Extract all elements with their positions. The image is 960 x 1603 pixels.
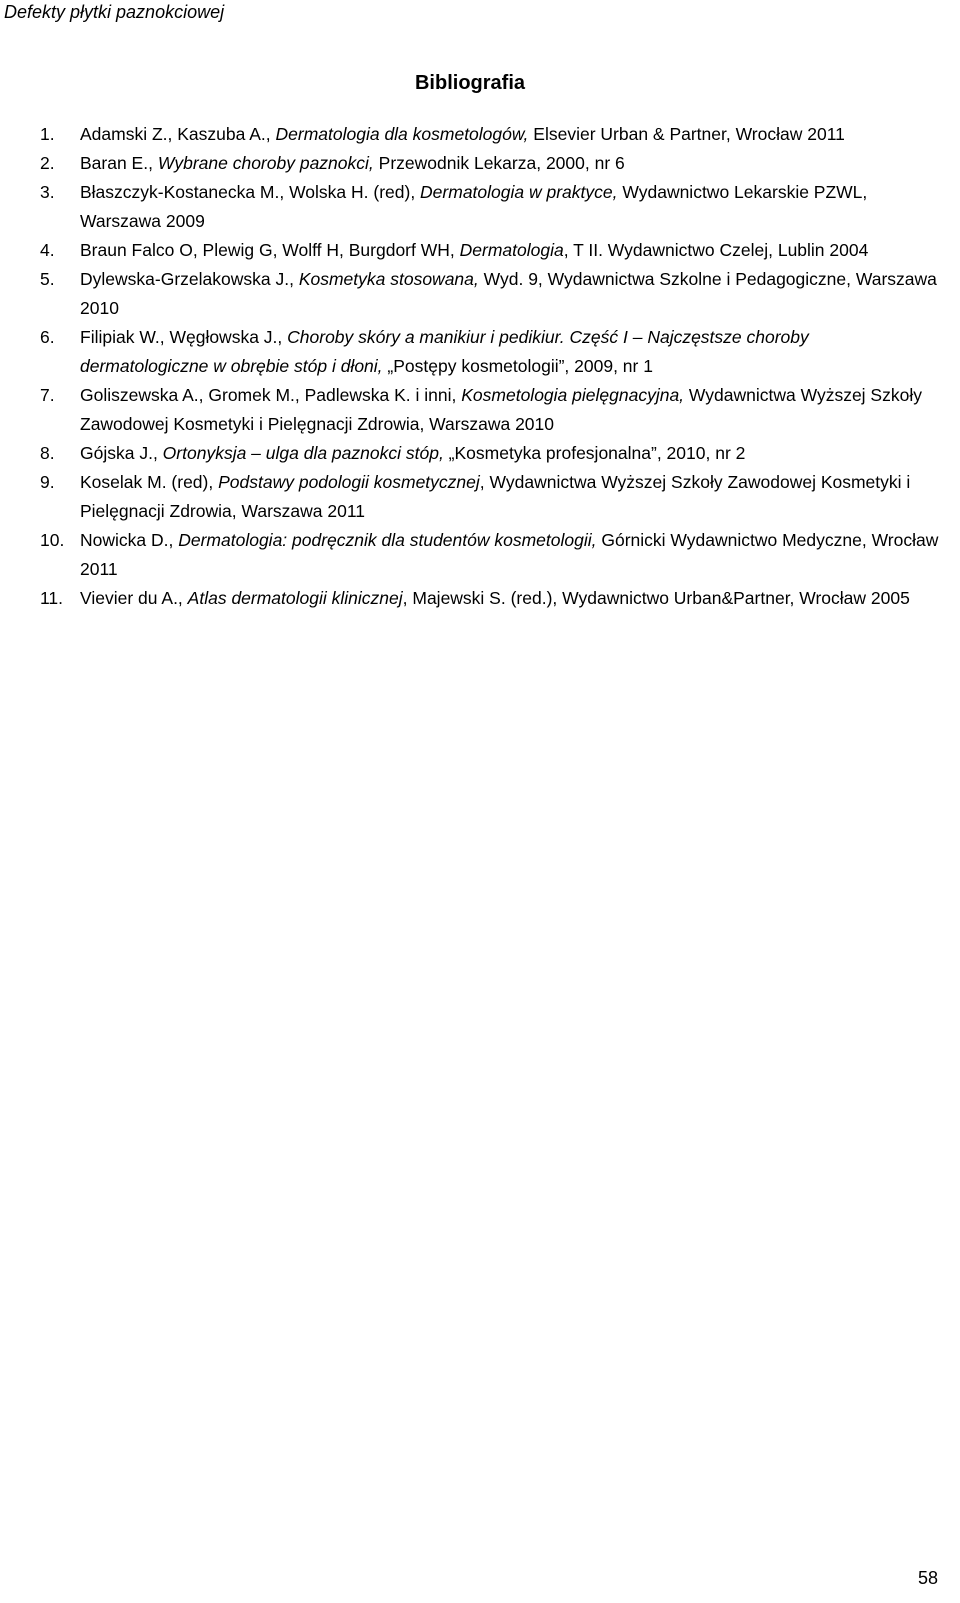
entry-number: 10. — [40, 530, 65, 550]
entry-publisher: „Kosmetyka profesjonalna”, 2010, nr 2 — [443, 443, 746, 463]
entry-authors: Nowicka D., — [80, 530, 179, 550]
entry-publisher: Elsevier Urban & Partner, Wrocław 2011 — [528, 124, 845, 144]
entry-publisher: Górnicki Wydawnictwo Medyczne, Wrocław 2011 — [80, 530, 939, 579]
bibliography-entry-9 — [40, 468, 940, 526]
entry-publisher: Wydawnictwo Lekarskie PZWL, Warszawa 2009 — [80, 182, 868, 231]
page-number: 58 — [917, 1568, 938, 1588]
entry-authors: Błaszczyk-Kostanecka M., Wolska H. (red), — [80, 182, 421, 202]
entry-authors: Baran E., — [80, 153, 158, 173]
bibliography-entry-7 — [40, 381, 940, 439]
bibliography-entry-8 — [40, 439, 940, 468]
entry-number: 5. — [40, 269, 55, 289]
bibliography-entry-2 — [40, 149, 940, 178]
entry-title: Dermatologia dla kosmetologów, — [275, 124, 529, 144]
bibliography-entry-10 — [40, 526, 940, 584]
bibliography-entry-11 — [40, 584, 940, 613]
entry-number: 2. — [40, 153, 55, 173]
page-title: Bibliografia — [414, 72, 525, 94]
entry-number: 6. — [40, 327, 55, 347]
entry-publisher: „Postępy kosmetologii”, 2009, nr 1 — [382, 356, 653, 376]
entry-title: Wybrane choroby paznokci, — [157, 153, 374, 173]
entry-authors: Filipiak W., Węgłowska J., — [80, 327, 288, 347]
entry-publisher: Wydawnictwa Wyższej Szkoły Zawodowej Kosmetyki i Pielęgnacji Zdrowia, Warszawa 2010 — [80, 385, 922, 434]
bibliography-entry-3 — [40, 178, 940, 236]
entry-publisher: , Wydawnictwa Wyższej Szkoły Zawodowej Kosmetyki i Pielęgnacji Zdrowia, Warszawa 2011 — [80, 472, 911, 521]
bibliography-entry-1 — [40, 120, 940, 149]
bibliography-list — [40, 120, 940, 613]
entry-title: Choroby skóry a manikiur i pedikiur. Część I – Najczęstsze choroby dermatologiczne w obrębie stóp i dłoni, — [80, 327, 809, 376]
entry-publisher: Przewodnik Lekarza, 2000, nr 6 — [373, 153, 625, 173]
entry-title: Dermatologia: podręcznik dla studentów kosmetologii, — [178, 530, 597, 550]
entry-publisher: , T II. Wydawnictwo Czelej, Lublin 2004 — [563, 240, 869, 260]
entry-number: 1. — [40, 124, 55, 144]
entry-number: 4. — [40, 240, 55, 260]
entry-number: 9. — [40, 472, 55, 492]
entry-publisher: Wyd. 9, Wydawnictwa Szkolne i Pedagogiczne, Warszawa 2010 — [80, 269, 937, 318]
entry-authors: Adamski Z., Kaszuba A., — [80, 124, 276, 144]
entry-authors: Goliszewska A., Gromek M., Padlewska K. i inni, — [80, 385, 462, 405]
entry-title: Kosmetyka stosowana, — [298, 269, 479, 289]
entry-authors: Gójska J., — [80, 443, 163, 463]
bibliography-entry-4 — [40, 236, 940, 265]
entry-title: Kosmetologia pielęgnacyjna, — [461, 385, 685, 405]
running-header: Defekty płytki paznokciowej — [4, 2, 225, 22]
bibliography-entry-5 — [40, 265, 940, 323]
entry-title: Dermatologia w praktyce, — [420, 182, 618, 202]
entry-authors: Koselak M. (red), — [80, 472, 219, 492]
entry-number: 8. — [40, 443, 55, 463]
entry-number: 3. — [40, 182, 55, 202]
entry-title: Dermatologia — [459, 240, 564, 260]
bibliography-entry-6 — [40, 323, 940, 381]
entry-number: 11. — [40, 588, 64, 608]
entry-authors: Dylewska-Grzelakowska J., — [80, 269, 299, 289]
entry-authors: Braun Falco O, Plewig G, Wolff H, Burgdorf WH, — [80, 240, 460, 260]
entry-publisher: , Majewski S. (red.), Wydawnictwo Urban&Partner, Wrocław 2005 — [402, 588, 910, 608]
entry-title: Podstawy podologii kosmetycznej — [218, 472, 480, 492]
entry-authors: Vievier du A., — [80, 588, 188, 608]
entry-title: Ortonyksja – ulga dla paznokci stóp, — [162, 443, 444, 463]
entry-number: 7. — [40, 385, 55, 405]
entry-title: Atlas dermatologii klinicznej — [187, 588, 403, 608]
